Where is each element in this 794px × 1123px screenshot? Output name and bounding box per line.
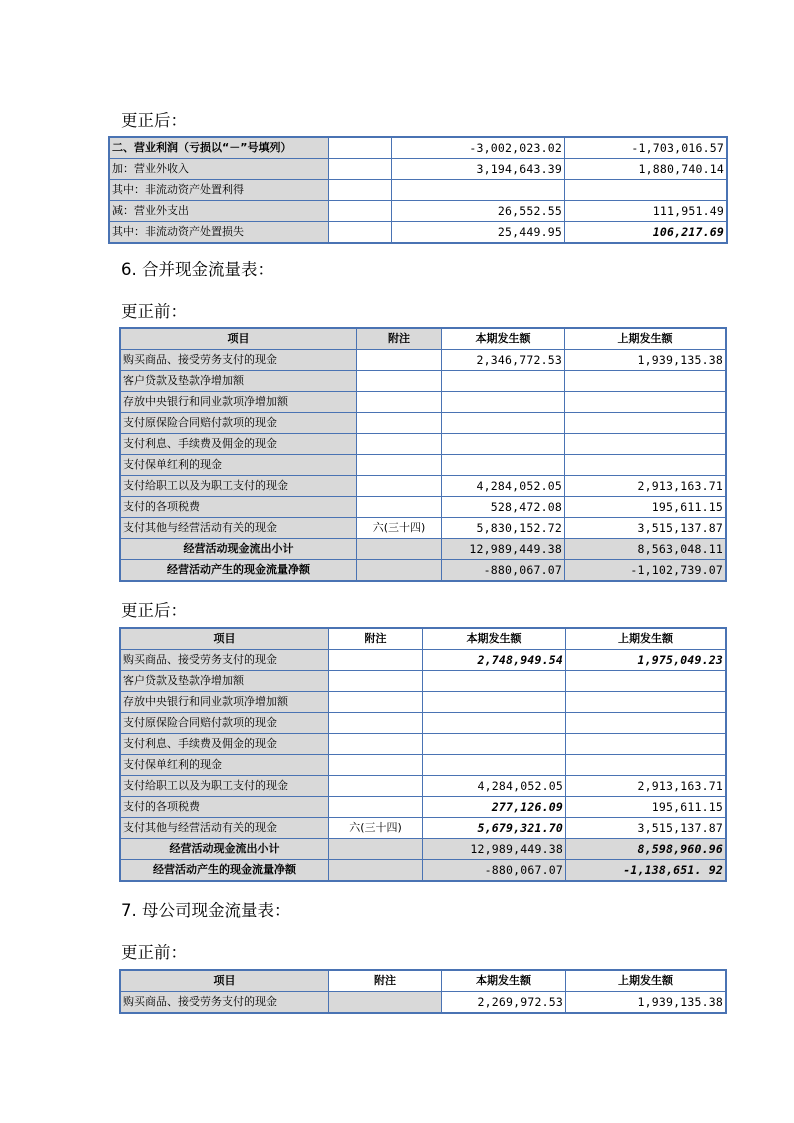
table-row: [110, 180, 727, 201]
row-label: 支付原保险合同赔付款项的现金: [121, 713, 329, 734]
consolidated-cash-flow-before-table: [120, 328, 726, 581]
row-note: [357, 539, 442, 560]
row-note: 六(三十四): [329, 818, 423, 839]
row-current: 2,346,772.53: [442, 350, 565, 371]
table-row: [110, 159, 727, 180]
table-row: [121, 392, 726, 413]
row-label: 支付的各项税费: [121, 797, 329, 818]
row-note: [357, 497, 442, 518]
table-row: [121, 713, 726, 734]
section-heading-before-6: 更正前：: [121, 302, 187, 321]
row-note: [329, 734, 423, 755]
income-statement-table: [109, 137, 727, 243]
row-label: 支付其他与经营活动有关的现金: [121, 518, 357, 539]
row-previous-corrected: 106,217.69: [565, 222, 727, 243]
row-label: 购买商品、接受劳务支付的现金: [121, 350, 357, 371]
row-previous-corrected: -1,138,651. 92: [566, 860, 726, 881]
table-total-row: [121, 560, 726, 581]
row-label: 购买商品、接受劳务支付的现金: [121, 992, 329, 1013]
row-current: [442, 392, 565, 413]
row-note: [329, 776, 423, 797]
table-row: [121, 797, 726, 818]
row-current: 3,194,643.39: [392, 159, 565, 180]
row-note: [329, 755, 423, 776]
row-note: [357, 371, 442, 392]
row-note: [329, 713, 423, 734]
col-header-previous: 上期发生额: [566, 971, 726, 992]
col-header-item: 项目: [121, 629, 329, 650]
row-note: [357, 560, 442, 581]
row-label: 客户贷款及垫款净增加额: [121, 371, 357, 392]
row-note: [357, 392, 442, 413]
section-heading-after-6: 更正后：: [121, 601, 187, 620]
row-label: 支付其他与经营活动有关的现金: [121, 818, 329, 839]
row-current: 4,284,052.05: [423, 776, 566, 797]
row-current-corrected: 5,679,321.70: [423, 818, 566, 839]
row-previous: 3,515,137.87: [565, 518, 726, 539]
row-label: 支付保单红利的现金: [121, 755, 329, 776]
row-current: [423, 692, 566, 713]
row-label: 经营活动现金流出小计: [121, 539, 357, 560]
table-row: [110, 201, 727, 222]
row-label: 客户贷款及垫款净增加额: [121, 671, 329, 692]
row-label: 经营活动产生的现金流量净额: [121, 560, 357, 581]
col-header-note: 附注: [329, 629, 423, 650]
row-previous: [566, 692, 726, 713]
section-title-parent-cash-flow: 7. 母公司现金流量表：: [121, 901, 291, 920]
row-previous-corrected: 8,598,960.96: [566, 839, 726, 860]
row-label: 经营活动现金流出小计: [121, 839, 329, 860]
row-previous: 2,913,163.71: [565, 476, 726, 497]
row-label: 其中：非流动资产处置利得: [110, 180, 329, 201]
row-note: [329, 992, 442, 1013]
row-label: 其中：非流动资产处置损失: [110, 222, 329, 243]
row-previous: 195,611.15: [565, 497, 726, 518]
table-subtotal-row: [121, 839, 726, 860]
row-previous: 111,951.49: [565, 201, 727, 222]
table-row: [121, 818, 726, 839]
row-previous: [565, 371, 726, 392]
table-total-row: [121, 860, 726, 881]
row-label: 支付给职工以及为职工支付的现金: [121, 776, 329, 797]
table-row: [121, 992, 726, 1013]
table-row: [121, 755, 726, 776]
row-previous: -1,102,739.07: [565, 560, 726, 581]
row-previous: [565, 455, 726, 476]
row-current: 528,472.08: [442, 497, 565, 518]
col-header-item: 项目: [121, 971, 329, 992]
row-previous-corrected: 1,975,049.23: [566, 650, 726, 671]
table-row: [121, 350, 726, 371]
row-note: [329, 159, 392, 180]
table-row: [121, 455, 726, 476]
table-subtotal-row: [121, 539, 726, 560]
row-current: 4,284,052.05: [442, 476, 565, 497]
row-label: 减：营业外支出: [110, 201, 329, 222]
row-note: [329, 692, 423, 713]
row-previous: [565, 180, 727, 201]
col-header-previous: 上期发生额: [565, 329, 726, 350]
row-previous: [565, 413, 726, 434]
row-label: 支付保单红利的现金: [121, 455, 357, 476]
col-header-note: 附注: [357, 329, 442, 350]
col-header-item: 项目: [121, 329, 357, 350]
table-row: [110, 222, 727, 243]
row-note: [329, 138, 392, 159]
row-current: [442, 434, 565, 455]
col-header-note: 附注: [329, 971, 442, 992]
row-current: [423, 734, 566, 755]
row-note: [329, 180, 392, 201]
parent-cash-flow-before-table: [120, 970, 726, 1013]
row-previous: [566, 713, 726, 734]
section-heading-before-7: 更正前：: [121, 943, 187, 962]
table-row: [121, 650, 726, 671]
row-note: [357, 476, 442, 497]
table-row: [121, 413, 726, 434]
table-row: [121, 518, 726, 539]
table-row: [121, 776, 726, 797]
row-note: [357, 413, 442, 434]
row-current: [423, 755, 566, 776]
table-row: [121, 692, 726, 713]
table-header-row: [121, 629, 726, 650]
row-previous: 1,880,740.14: [565, 159, 727, 180]
row-current: [423, 713, 566, 734]
col-header-current: 本期发生额: [423, 629, 566, 650]
row-label: 加：营业外收入: [110, 159, 329, 180]
row-current: 25,449.95: [392, 222, 565, 243]
row-note: [357, 455, 442, 476]
row-label: 支付利息、手续费及佣金的现金: [121, 734, 329, 755]
row-current-corrected: 277,126.09: [423, 797, 566, 818]
row-note: 六(三十四): [357, 518, 442, 539]
row-previous: 3,515,137.87: [566, 818, 726, 839]
row-current: 2,269,972.53: [442, 992, 566, 1013]
section-title-consolidated-cash-flow: 6. 合并现金流量表：: [121, 260, 274, 279]
row-label: 支付利息、手续费及佣金的现金: [121, 434, 357, 455]
row-previous: [566, 734, 726, 755]
row-previous: 1,939,135.38: [565, 350, 726, 371]
row-previous: [566, 671, 726, 692]
row-current: [442, 371, 565, 392]
row-note: [329, 222, 392, 243]
table-row: [121, 476, 726, 497]
row-label: 存放中央银行和同业款项净增加额: [121, 392, 357, 413]
row-current: -880,067.07: [423, 860, 566, 881]
consolidated-cash-flow-after-table: [120, 628, 726, 881]
row-previous: -1,703,016.57: [565, 138, 727, 159]
table-row: [121, 734, 726, 755]
col-header-previous: 上期发生额: [566, 629, 726, 650]
col-header-current: 本期发生额: [442, 329, 565, 350]
row-current-corrected: 2,748,949.54: [423, 650, 566, 671]
row-current: 12,989,449.38: [423, 839, 566, 860]
row-note: [329, 860, 423, 881]
row-current: -3,002,023.02: [392, 138, 565, 159]
row-current: 12,989,449.38: [442, 539, 565, 560]
row-note: [329, 201, 392, 222]
row-previous: [565, 392, 726, 413]
row-label: 经营活动产生的现金流量净额: [121, 860, 329, 881]
row-current: [392, 180, 565, 201]
row-current: [442, 413, 565, 434]
row-note: [329, 671, 423, 692]
row-current: 26,552.55: [392, 201, 565, 222]
table-row: [121, 671, 726, 692]
row-previous: 2,913,163.71: [566, 776, 726, 797]
table-row: [121, 371, 726, 392]
row-label: 存放中央银行和同业款项净增加额: [121, 692, 329, 713]
row-note: [357, 350, 442, 371]
col-header-current: 本期发生额: [442, 971, 566, 992]
table-row: [121, 434, 726, 455]
table-header-row: [121, 971, 726, 992]
row-note: [329, 797, 423, 818]
row-current: 5,830,152.72: [442, 518, 565, 539]
row-previous: 1,939,135.38: [566, 992, 726, 1013]
row-note: [357, 434, 442, 455]
row-label: 支付给职工以及为职工支付的现金: [121, 476, 357, 497]
table-header-row: [121, 329, 726, 350]
row-label: 购买商品、接受劳务支付的现金: [121, 650, 329, 671]
row-label: 支付原保险合同赔付款项的现金: [121, 413, 357, 434]
row-current: [423, 671, 566, 692]
row-previous: [566, 755, 726, 776]
table-row: [110, 138, 727, 159]
row-note: [329, 839, 423, 860]
row-previous: 195,611.15: [566, 797, 726, 818]
row-label: 二、营业利润（亏损以“－”号填列）: [110, 138, 329, 159]
row-previous: [565, 434, 726, 455]
row-current: -880,067.07: [442, 560, 565, 581]
table-row: [121, 497, 726, 518]
row-previous: 8,563,048.11: [565, 539, 726, 560]
section-heading-after-1: 更正后：: [121, 111, 187, 130]
row-label: 支付的各项税费: [121, 497, 357, 518]
row-note: [329, 650, 423, 671]
row-current: [442, 455, 565, 476]
